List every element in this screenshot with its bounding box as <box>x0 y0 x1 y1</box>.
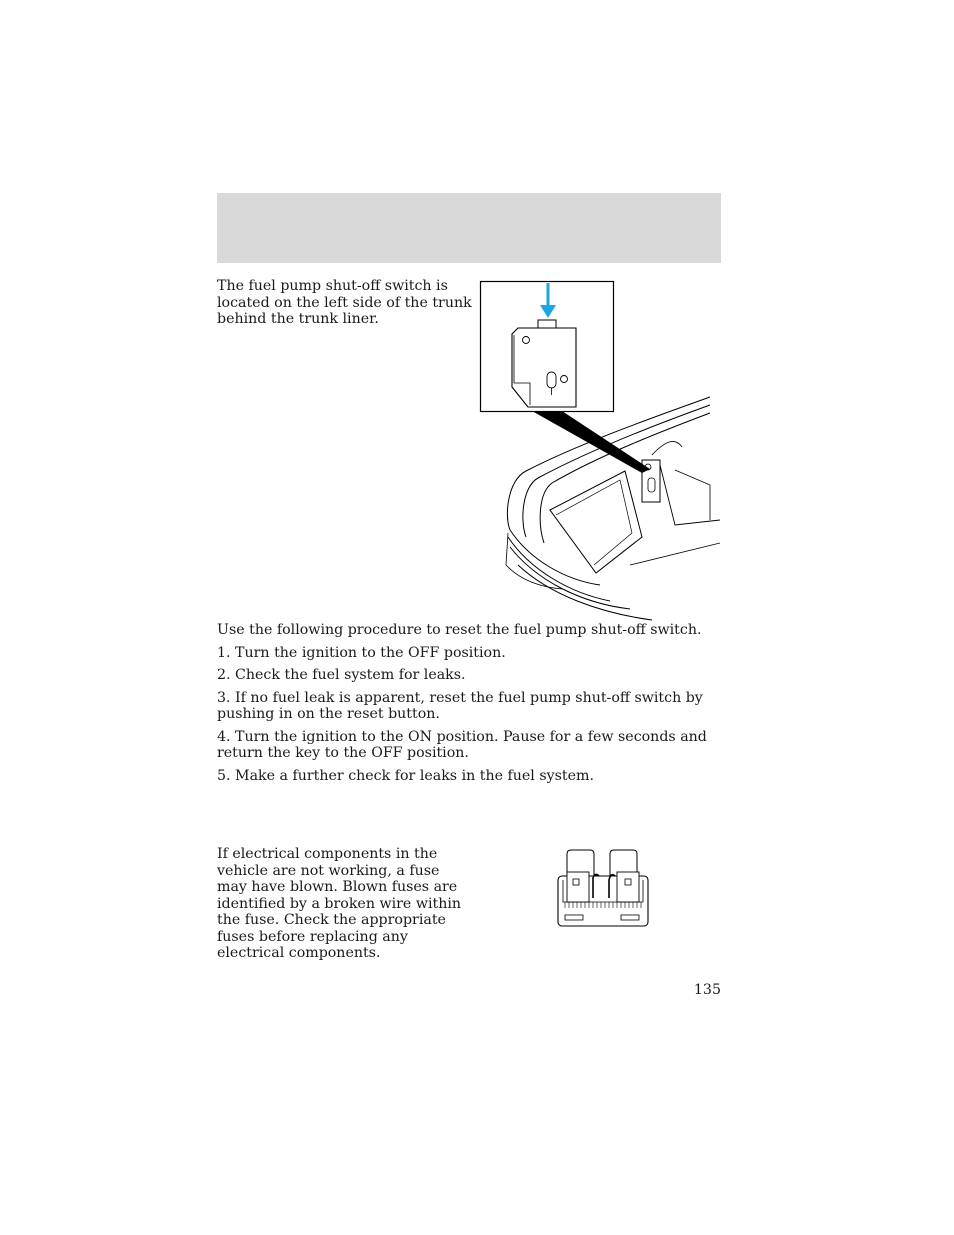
procedure-lead: Use the following procedure to reset the fuel pump shut-off switch. <box>217 622 702 638</box>
intro-paragraph: The fuel pump shut-off switch is located on the left side of the trunk behind the trunk liner. <box>217 278 472 327</box>
page-number: 135 <box>693 982 721 998</box>
procedure-step-3: 3. If no fuel leak is apparent, reset the fuel pump shut-off switch by pushing in on the reset button. <box>217 689 703 722</box>
blown-fuse-illustration <box>555 848 651 930</box>
fuel-pump-switch-illustration <box>470 275 730 620</box>
procedure-step-1: 1. Turn the ignition to the OFF position. <box>217 644 506 661</box>
fuse-paragraph: If electrical components in the vehicle are not working, a fuse may have blown. Blown fuses are identified by a broken wire within the fuse. Check the appropriate fuses before replacing any electrical components. <box>217 846 462 961</box>
procedure-step-4: 4. Turn the ignition to the ON position. Pause for a few seconds and return the key to the OFF position. <box>217 728 707 761</box>
procedure-step-2: 2. Check the fuel system for leaks. <box>217 667 466 683</box>
procedure-section <box>217 622 707 790</box>
procedure-step-5: 5. Make a further check for leaks in the fuel system. <box>217 767 594 784</box>
section-header-band <box>217 193 721 263</box>
